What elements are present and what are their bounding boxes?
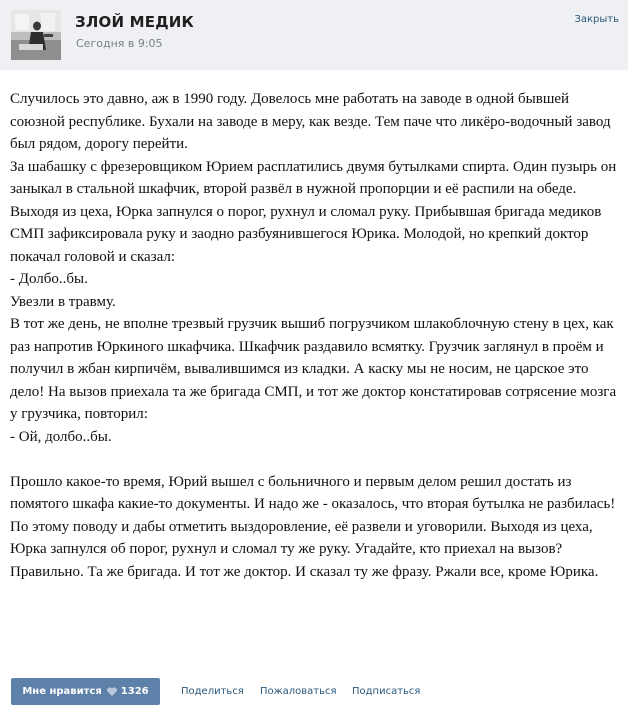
- avatar[interactable]: [11, 10, 61, 60]
- complain-link[interactable]: Пожаловаться: [260, 686, 337, 697]
- page-title[interactable]: ЗЛОЙ МЕДИК: [75, 13, 194, 31]
- post-footer: [0, 678, 628, 708]
- like-label: Мне нравится: [22, 686, 102, 697]
- close-button[interactable]: Закрыть: [574, 14, 619, 25]
- avatar-image-icon: [11, 10, 61, 60]
- heart-icon: [107, 687, 117, 696]
- post-time[interactable]: Сегодня в 9:05: [76, 37, 163, 50]
- subscribe-link[interactable]: Подписаться: [352, 686, 421, 697]
- post-text: Случилось это давно, аж в 1990 году. Довелось мне работать на заводе в одной бывшей союзной республике. Бухали на заводе в меру, как везде. Тем паче что ликёро-водочный завод был рядом, дорогу перейти. За шабашку с фрезеровщиком Юрием расплатились двумя бутылками спирта. Один пузырь он заныкал в стальной шкафчик, второй развёл в нужной пропорции и её распили на обеде. Выходя из цеха, Юрка запнулся о порог, рухнул и сломал руку. Прибывшая бригада медиков СМП зафиксировала руку и заодно разбуянившегося Юрика. Молодой, но крепкий доктор покачал головой и сказал: - Долбо..бы. Увезли в травму. В тот же день, не вполне трезвый грузчик вышиб погрузчиком шлакоблочную стену в цех, как раз напротив Юркиного шкафчика. Шкафчик раздавило всмятку. Грузчик заглянул в проём и получил в жбан кирпичём, вывалившимся из кладки. А каску мы не носим, не царское это дело! На вызов приехала та же бригада СМП, и тот же доктор констатировав сотрясение мозга у грузчика, повторил: - Ой, долбо..бы. Прошло какое-то время, Юрий вышел с больничного и первым делом решил достать из помятого шкафа какие-то документы. И надо же - оказалось, что вторая бутылка не разбилась! По этому поводу и дабы отметить выздоровление, её развели и уговорили. Выходя из цеха, Юрка запнулся об порог, рухнул и сломал ту же руку. Угадайте, кто приехал на вызов? Правильно. Та же бригада. И тот же доктор. И сказал ту же фразу. Ржали все, кроме Юрика.: [10, 91, 617, 580]
- share-link[interactable]: Поделиться: [181, 686, 244, 697]
- like-button[interactable]: [11, 678, 160, 705]
- like-count: 1326: [120, 686, 149, 697]
- post-header: [0, 0, 628, 70]
